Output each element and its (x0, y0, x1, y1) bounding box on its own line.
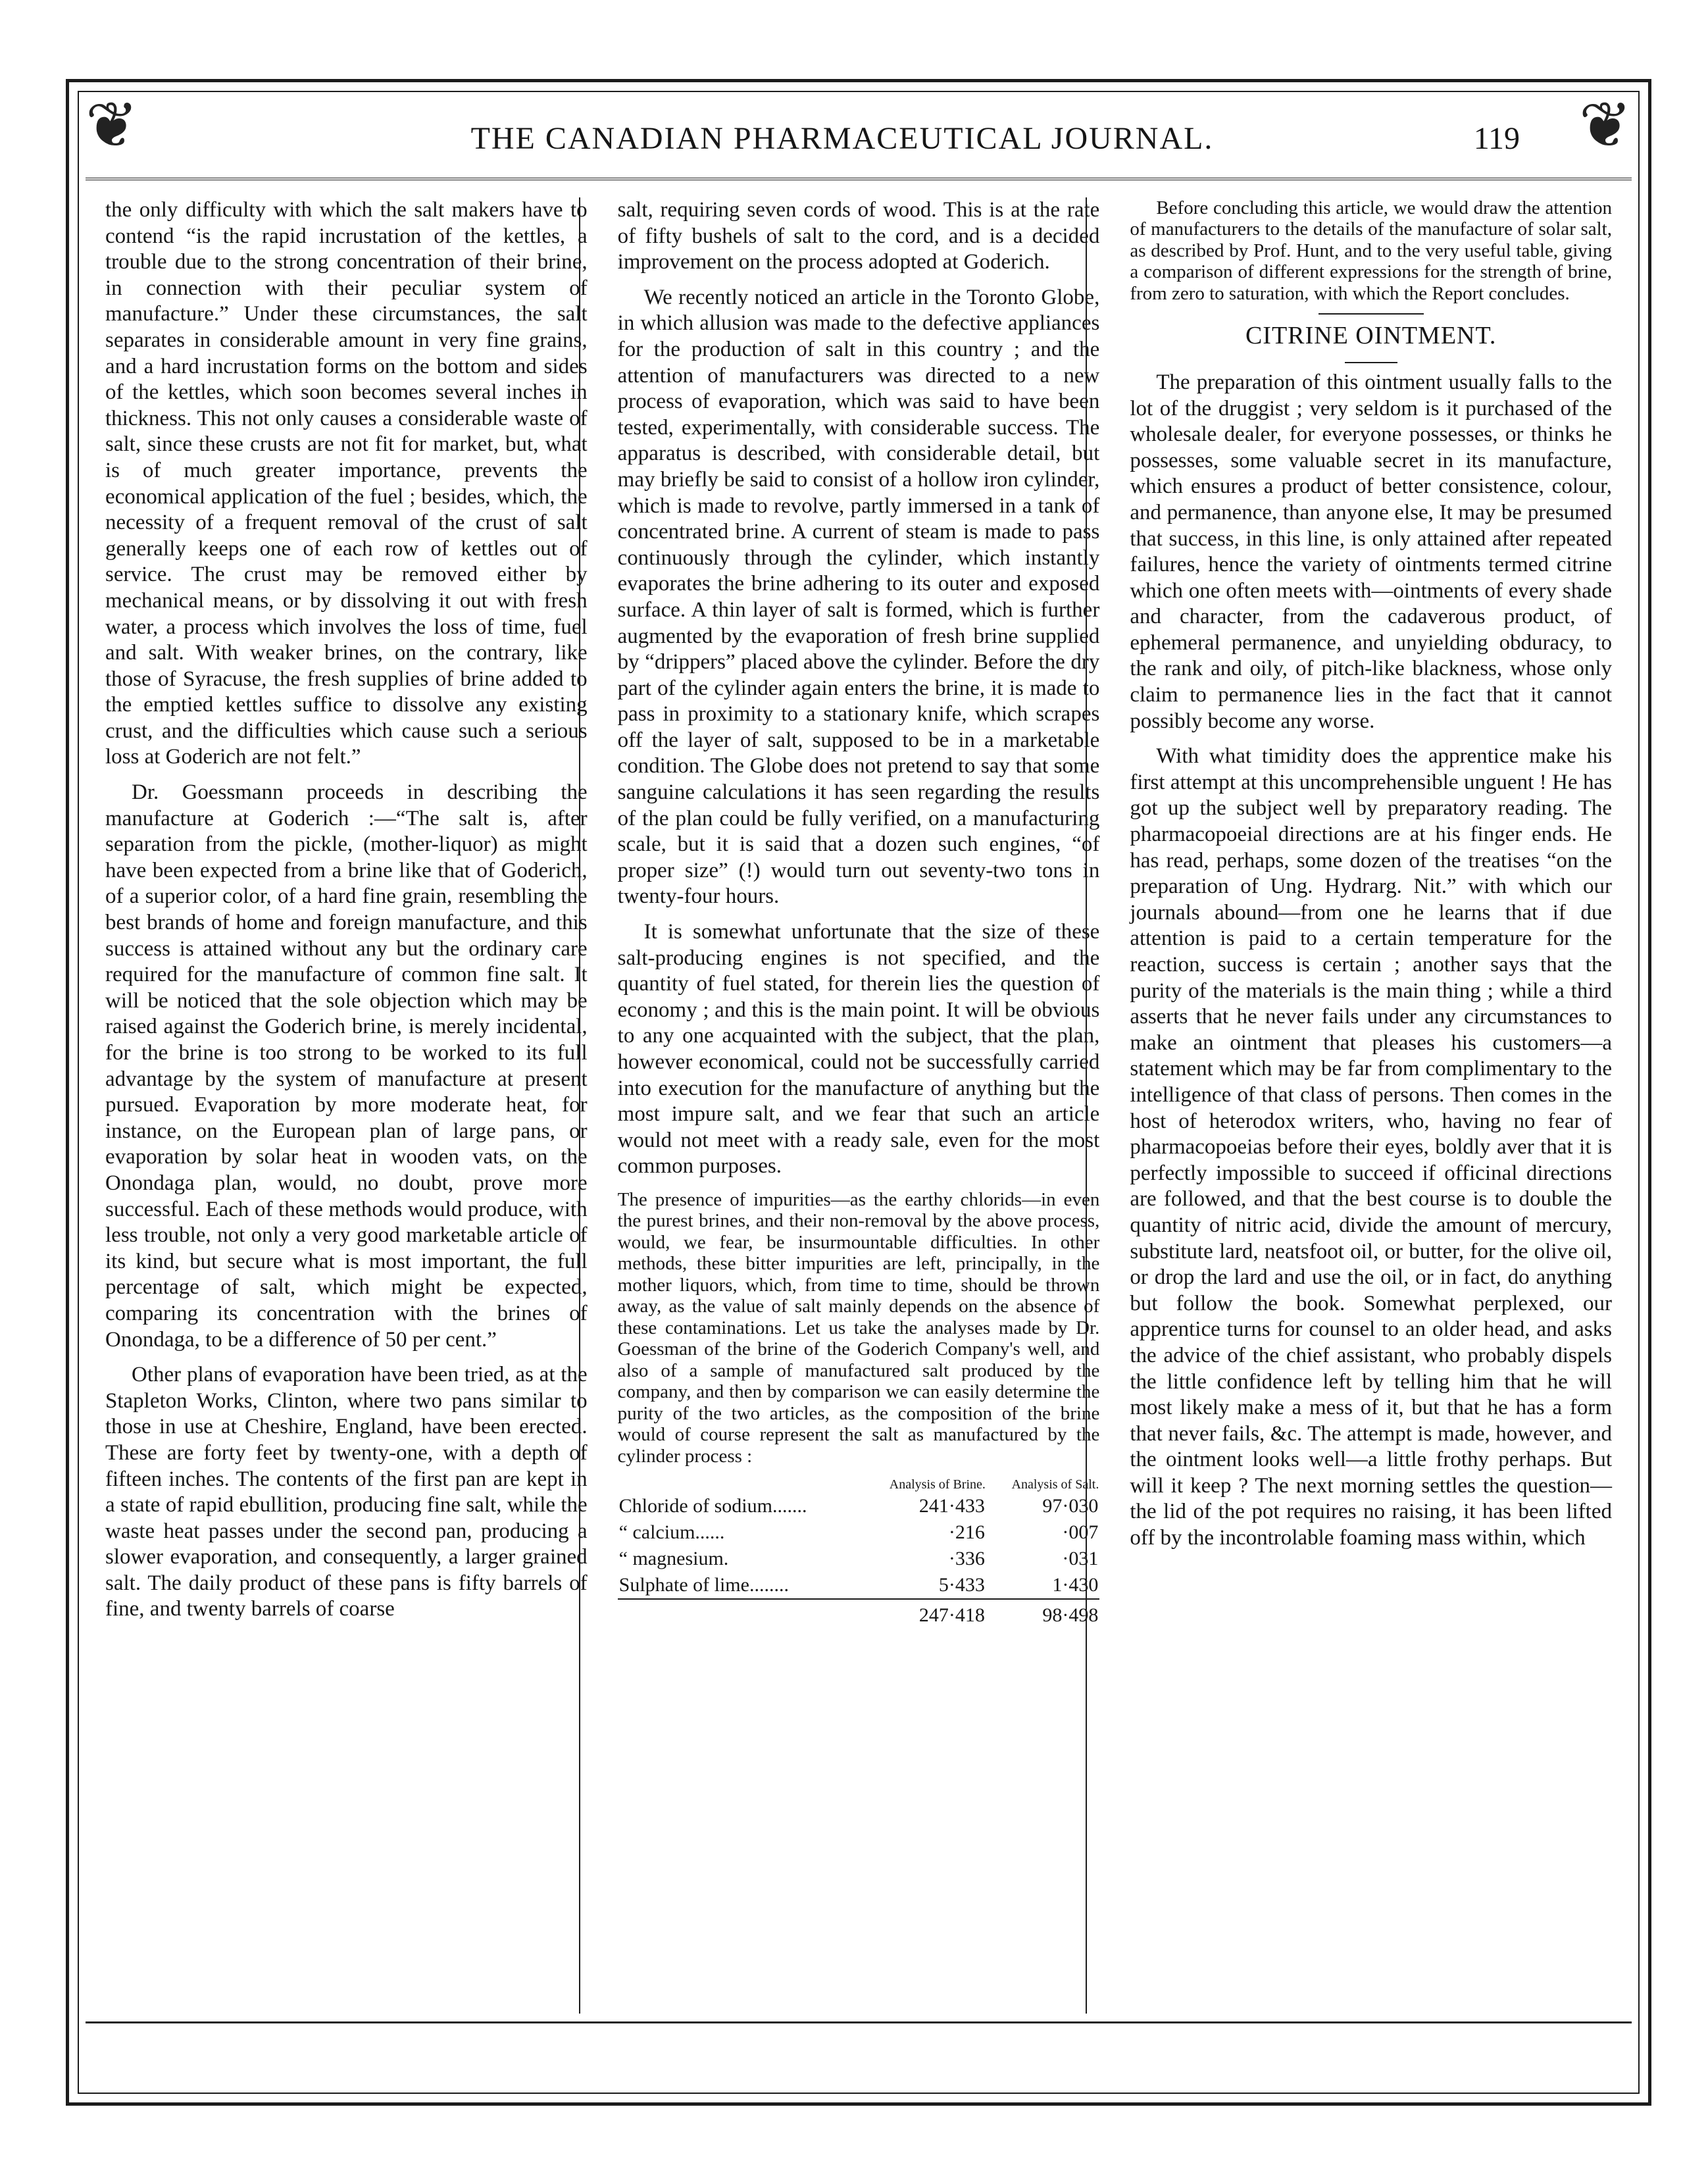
paragraph: the only difficulty with which the salt makers have to contend “is the rapid incrustation of the kettles, a trouble due to the strong concentration of their brine, in connection with their peculiar system of manufacture.” Under these circumstances, the salt separates in considerable amount in very fine grains, and a hard incrustation forms on the bottom and sides of the kettles, which soon becomes several inches in thickness. This not only causes a considerable waste of salt, since these crusts are not fit for market, but, what is of much greater importance, prevents the economical application of the fuel ; besides, which, the necessity of a frequent removal of the crust of salt generally keeps one of each row of kettles out of service. The crust may be removed either by mechanical means, or by dissolving it out with fresh water, a process which involves the loss of time, fuel and salt. With weaker brines, on the contrary, like those of Syracuse, the fresh supplies of brine added to the emptied kettles suffice to dissolve any existing crust, and the difficulties which cause such a serious loss at Goderich are not felt.” (105, 198, 588, 769)
row-label: “ calcium...... (618, 1521, 725, 1544)
table-header-row (618, 1476, 1100, 1493)
brine-value: 5·433 (938, 1574, 985, 1596)
salt-value: ·031 (1062, 1548, 1099, 1570)
header-rule (86, 178, 1632, 184)
row-label: “ magnesium. (618, 1548, 729, 1570)
page-number: 119 (1473, 120, 1520, 156)
paragraph: With what timidity does the apprentice make his first attempt at this uncomprehensible unguent ! He has got up the subject well by preparatory reading. The pharmacopoeial directions are at his finger ends. He has read, perhaps, some dozen of the treatises “on the preparation of Ung. Hydrarg. Nit.” with which our journals abound—from one he learns that if due attention is paid to a certain temperature for the reaction, success is certain ; another says that the purity of the materials is the main thing ; while a third asserts that he never fails under any circumstances to make an ointment that pleases his customers—a statement which may be far from complimentary to the intelligence of that class of persons. Then comes in the host of heterodox writers, who, having no fear of pharmacopoeias before their eyes, boldly aver that it is perfectly impossible to succeed if officinal directions are followed, and that the best course is to double the quantity of nitric acid, divide the amount of mercury, substitute lard, neatsfoot oil, or butter, for the olive oil, or drop the lard and use the oil, or in fact, do anything but follow the book. Somewhat perplexed, our apprentice turns for counsel to an older head, and asks the advice of the chief assistant, who probably dispels the little confidence left by telling him that he will most likely make a mess of it, but that he has a form that never fails, &c. The attempt is made, however, and the ointment looks well—a little frothy perhaps. But will it keep ? The next morning settles the question—the lid of the pot requires no raising, it has been lifted off by the incontrolable foaming mass within, which (1130, 744, 1612, 1550)
salt-total: 98·498 (986, 1599, 1099, 1629)
paragraph: Before concluding this article, we would draw the attention of manufacturers to the details of the manufacture of solar salt, as described by Prof. Hunt, and to the very useful table, giving a comparison of different expressions for the strength of brine, from zero to saturation, with which the Report concludes. (1130, 197, 1612, 304)
section-title: CITRINE OINTMENT. (1245, 322, 1497, 350)
footer-rule (86, 2021, 1632, 2023)
salt-value: 97·030 (1042, 1495, 1099, 1517)
table-row (618, 1493, 1100, 1519)
corner-ornament-icon: ❦ (1578, 88, 1632, 162)
column-3 (1130, 197, 1612, 2014)
corner-ornament-icon: ❦ (85, 88, 139, 162)
paragraph: We recently noticed an article in the Toronto Globe, in which allusion was made to the defective appliances for the production of salt in this country ; and the attention of manufacturers was directed to a new process of evaporation, which was said to have been tested, experimentally, with considerable success. The apparatus is described, with considerable detail, but may briefly be said to consist of a hollow iron cylinder, which is made to revolve, partly immersed in a tank of concentrated brine. A current of steam is made to pass continuously through the cylinder, which instantly evaporates the brine adhering to its outer and exposed surface. A thin layer of salt is formed, which is further augmented by the evaporation of fresh brine supplied by “drippers” placed above the cylinder. Before the dry part of the cylinder again enters the brine, it is made to pass in proximity to a stationary knife, which scrapes off the layer of salt, supposed to be in a marketable condition. The Globe does not pretend to say that some sanguine calculations it has seen regarding the results of the plan could be fully verified, on a manufacturing scale, but it is said that a dozen such engines, “of proper size” (!) would turn out seventy-two tons in twenty-four hours. (617, 285, 1100, 909)
article-columns (105, 197, 1612, 2014)
column-1 (105, 197, 588, 2014)
section-rule (1345, 362, 1397, 363)
brine-value: ·216 (948, 1521, 985, 1544)
column-2 (618, 197, 1100, 2014)
paragraph: It is somewhat unfortunate that the size of these salt-producing engines is not specified, and the quantity of fuel stated, for therein lies the question of economy ; and this is the main point. It will be obvious to any one acquainted with the subject, that the plan, however economical, could not be successfully carried into execution for the manufacture of anything but the most impure salt, and we fear that such an article would not meet with a ready sale, even for the most common purposes. (617, 920, 1100, 1179)
table-total-row (618, 1599, 1100, 1629)
table-row (618, 1519, 1100, 1546)
row-label: Chloride of sodium....... (618, 1495, 807, 1517)
brine-value: ·336 (948, 1548, 985, 1570)
paragraph: Other plans of evaporation have been tried, as at the Stapleton Works, Clinton, where two pans similar to those in use at Cheshire, England, have been erected. These are forty feet by twenty-one, with a depth of fifteen inches. The contents of the first pan are kept in a state of rapid ebullition, producing fine salt, while the waste heat passes under the second pan, producing a slower evaporation, and consequently, a larger grained salt. The daily product of these pans is fifty barrels of fine, and twenty barrels of coarse (105, 1363, 588, 1621)
page-header (237, 112, 1520, 165)
column-header: Analysis of Salt. (1011, 1477, 1099, 1492)
section-rule (1319, 313, 1424, 315)
paragraph: salt, requiring seven cords of wood. This is at the rate of fifty bushels of salt to the cord, and is a decided improvement on the process adopted at Goderich. (617, 198, 1100, 274)
column-header: Analysis of Brine. (889, 1477, 986, 1492)
salt-value: 1·430 (1052, 1574, 1099, 1596)
row-label: Sulphate of lime........ (618, 1574, 789, 1596)
journal-title: THE CANADIAN PHARMACEUTICAL JOURNAL. (470, 120, 1214, 156)
salt-value: ·007 (1062, 1521, 1099, 1544)
table-row (618, 1546, 1100, 1572)
paragraph: Dr. Goessmann proceeds in describing the manufacture at Goderich :—“The salt is, after separation from the pickle, (mother-liquor) as might have been expected from a brine like that of Goderich, of a superior color, of a hard fine grain, resembling the best brands of home and foreign manufacture, and this success is attained without any but the ordinary care required for the manufacture of common fine salt. It will be noticed that the sole objection which may be raised against the Goderich brine, is merely incidental, for the brine is too strong to be worked to its full advantage by the system of manufacture at present pursued. Evaporation by more moderate heat, for instance, on the European plan of large pans, or evaporation by solar heat in wooden vats, on the Onondaga plan, would, no doubt, prove more successful. Each of these methods would produce, with less trouble, not only a very good marketable article of its kind, but secure what is most important, the full percentage of salt, which might be expected, comparing its concentration with the brines of Onondaga, to be a difference of 50 per cent.” (105, 780, 588, 1352)
table-row (618, 1572, 1100, 1599)
paragraph: The presence of impurities—as the earthy chlorids—in even the purest brines, and their non-removal by the above process, would, we fear, be insurmountable difficulties. In other methods, these bitter impurities are left, principally, in the mother liquors, which, from time to time, should be thrown away, as the value of salt mainly depends on the absence of these contaminations. Let us take the analyses made by Dr. Goessman of the brine of the Goderich Company's well, and also of a sample of manufactured salt produced by the company, and then by comparison we can easily determine the purity of the two articles, as the composition of the brine would of course represent the salt as manufactured by the cylinder process : (617, 1188, 1100, 1467)
paragraph: The preparation of this ointment usually falls to the lot of the druggist ; very seldom is it purchased of the wholesale dealer, for everyone possesses, or thinks he possesses, some valuable secret in its manufacture, which ensures a product of better consistence, colour, and permanence, than anyone else, It may be presumed that success, in this line, is only attained after repeated failures, hence the variety of ointments termed citrine which one often meets with—ointments of every shade and character, from the cadaverous product, of ephemeral permanence, and unyielding obduracy, to the rank and oily, of pitch-like blackness, whose only claim to permanence lies in the fact that it cannot possibly become any worse. (1130, 370, 1612, 733)
brine-value: 241·433 (918, 1495, 985, 1517)
brine-total: 247·418 (861, 1599, 986, 1629)
analysis-table (618, 1476, 1100, 1629)
